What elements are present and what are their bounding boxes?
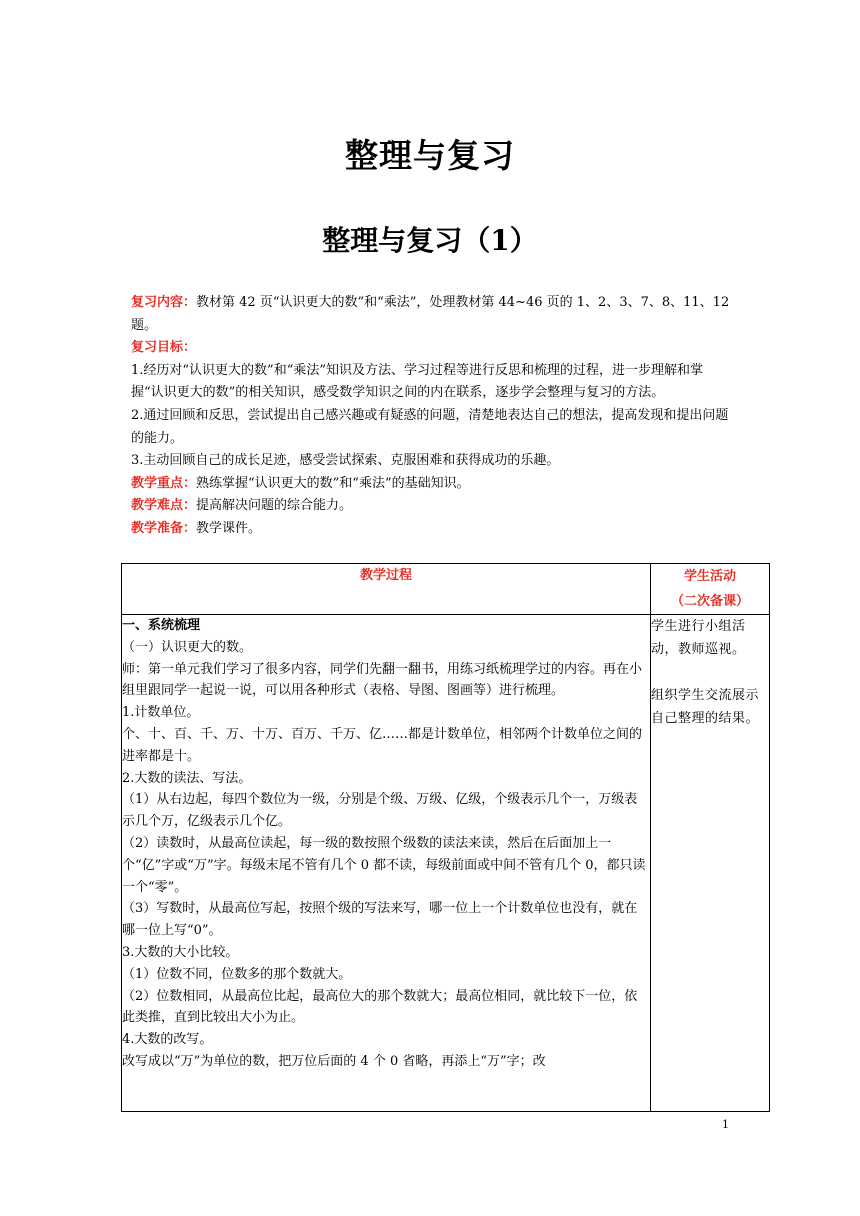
teaching-prep-label: 教学准备： bbox=[131, 520, 197, 536]
review-goal-2: 2.通过回顾和反思，尝试提出自己感兴趣或有疑惑的问题，清楚地表达自己的想法，提高发现和提出问题的能力。 bbox=[131, 407, 729, 446]
lesson-intro bbox=[131, 292, 735, 541]
review-goal-1: 1.经历对“认识更大的数”和“乘法”知识及方法、学习过程等进行反思和梳理的过程，进一步理解和掌握“认识更大的数”的相关知识，感受数学知识之间的内在联系，逐步学会整理与复习的方法。 bbox=[131, 362, 703, 401]
header-teaching-process: 教学过程 bbox=[122, 564, 651, 615]
activity-note-1: 学生进行小组活动，教师巡视。 bbox=[651, 619, 746, 657]
lesson-title: 整理与复习（1） bbox=[322, 224, 538, 257]
process-line: 1.计数单位。 bbox=[122, 705, 200, 721]
main-title: 整理与复习 bbox=[345, 136, 515, 175]
process-line: 师：第一单元我们学习了很多内容，同学们先翻一翻书，用练习纸梳理学过的内容。再在小组里跟同学一起说一说，可以用各种形式（表格、导图、图画等）进行梳理。 bbox=[122, 661, 643, 699]
activity-note-2: 组织学生交流展示自己整理的结果。 bbox=[651, 688, 760, 726]
teaching-key-label: 教学重点： bbox=[131, 475, 197, 491]
review-content-text: 教材第 42 页“认识更大的数”和“乘法”，处理教材第 44~46 页的 1、2、3、7、8、11、12 题。 bbox=[131, 295, 730, 333]
process-line: 2.大数的读法、写法。 bbox=[122, 770, 252, 786]
process-line: （1）位数不同，位数多的那个数就大。 bbox=[122, 966, 352, 982]
table-header-row bbox=[122, 564, 770, 615]
teaching-difficulty bbox=[131, 495, 735, 518]
page-number: 1 bbox=[722, 1118, 729, 1131]
lesson-plan-table bbox=[121, 563, 770, 1112]
teaching-key-text: 熟练掌握“认识更大的数”和“乘法”的基础知识。 bbox=[196, 475, 470, 491]
teaching-prep-text: 教学课件。 bbox=[196, 520, 262, 536]
process-line: 3.大数的大小比较。 bbox=[122, 944, 239, 960]
header-student-activity bbox=[651, 564, 770, 615]
process-line: 4.大数的改写。 bbox=[122, 1032, 213, 1048]
student-activity-cell bbox=[651, 615, 770, 1112]
process-line: （2）读数时，从最高位读起，每一级的数按照个级数的读法来读，然后在后面加上一个“亿”字或“万”字。每级末尾不管有几个 0 都不读，每级前面或中间不管有几个 0，都只读一个“零”。 bbox=[122, 835, 646, 895]
process-line: 改写成以“万”为单位的数，把万位后面的 4 个 0 省略，再添上“万”字；改 bbox=[122, 1053, 546, 1069]
review-content bbox=[131, 292, 735, 337]
process-line: （3）写数时，从最高位写起，按照个级的写法来写，哪一位上一个计数单位也没有，就在哪一位上写“0”。 bbox=[122, 901, 638, 939]
teaching-difficulty-label: 教学难点： bbox=[131, 498, 197, 514]
table-body-row bbox=[122, 615, 770, 1112]
header-activity-title: 学生活动 bbox=[683, 569, 736, 584]
process-line: （一）认识更大的数。 bbox=[122, 639, 253, 655]
process-line: 个、十、百、千、万、十万、百万、千万、亿……都是计数单位，相邻两个计数单位之间的进率都是十。 bbox=[122, 726, 643, 764]
teaching-preparation bbox=[131, 518, 735, 541]
review-goals-label: 复习目标： bbox=[131, 340, 197, 356]
header-activity-note: （二次备课） bbox=[670, 594, 749, 609]
teaching-difficulty-text: 提高解决问题的综合能力。 bbox=[196, 498, 353, 514]
review-goal-3: 3.主动回顾自己的成长足迹，感受尝试探索、克服困难和获得成功的乐趣。 bbox=[131, 453, 560, 469]
teaching-key-point bbox=[131, 473, 735, 496]
section-heading: 一、系统梳理 bbox=[122, 618, 201, 633]
review-content-label: 复习内容： bbox=[131, 295, 197, 310]
process-line: （1）从右边起，每四个数位为一级，分别是个级、万级、亿级，个级表示几个一，万级表示几个万，亿级表示几个亿。 bbox=[122, 792, 638, 830]
process-line: （2）位数相同，从最高位比起，最高位大的那个数就大；最高位相同，就比较下一位，依此类推，直到比较出大小为止。 bbox=[122, 988, 638, 1026]
teaching-process-cell bbox=[122, 615, 651, 1112]
